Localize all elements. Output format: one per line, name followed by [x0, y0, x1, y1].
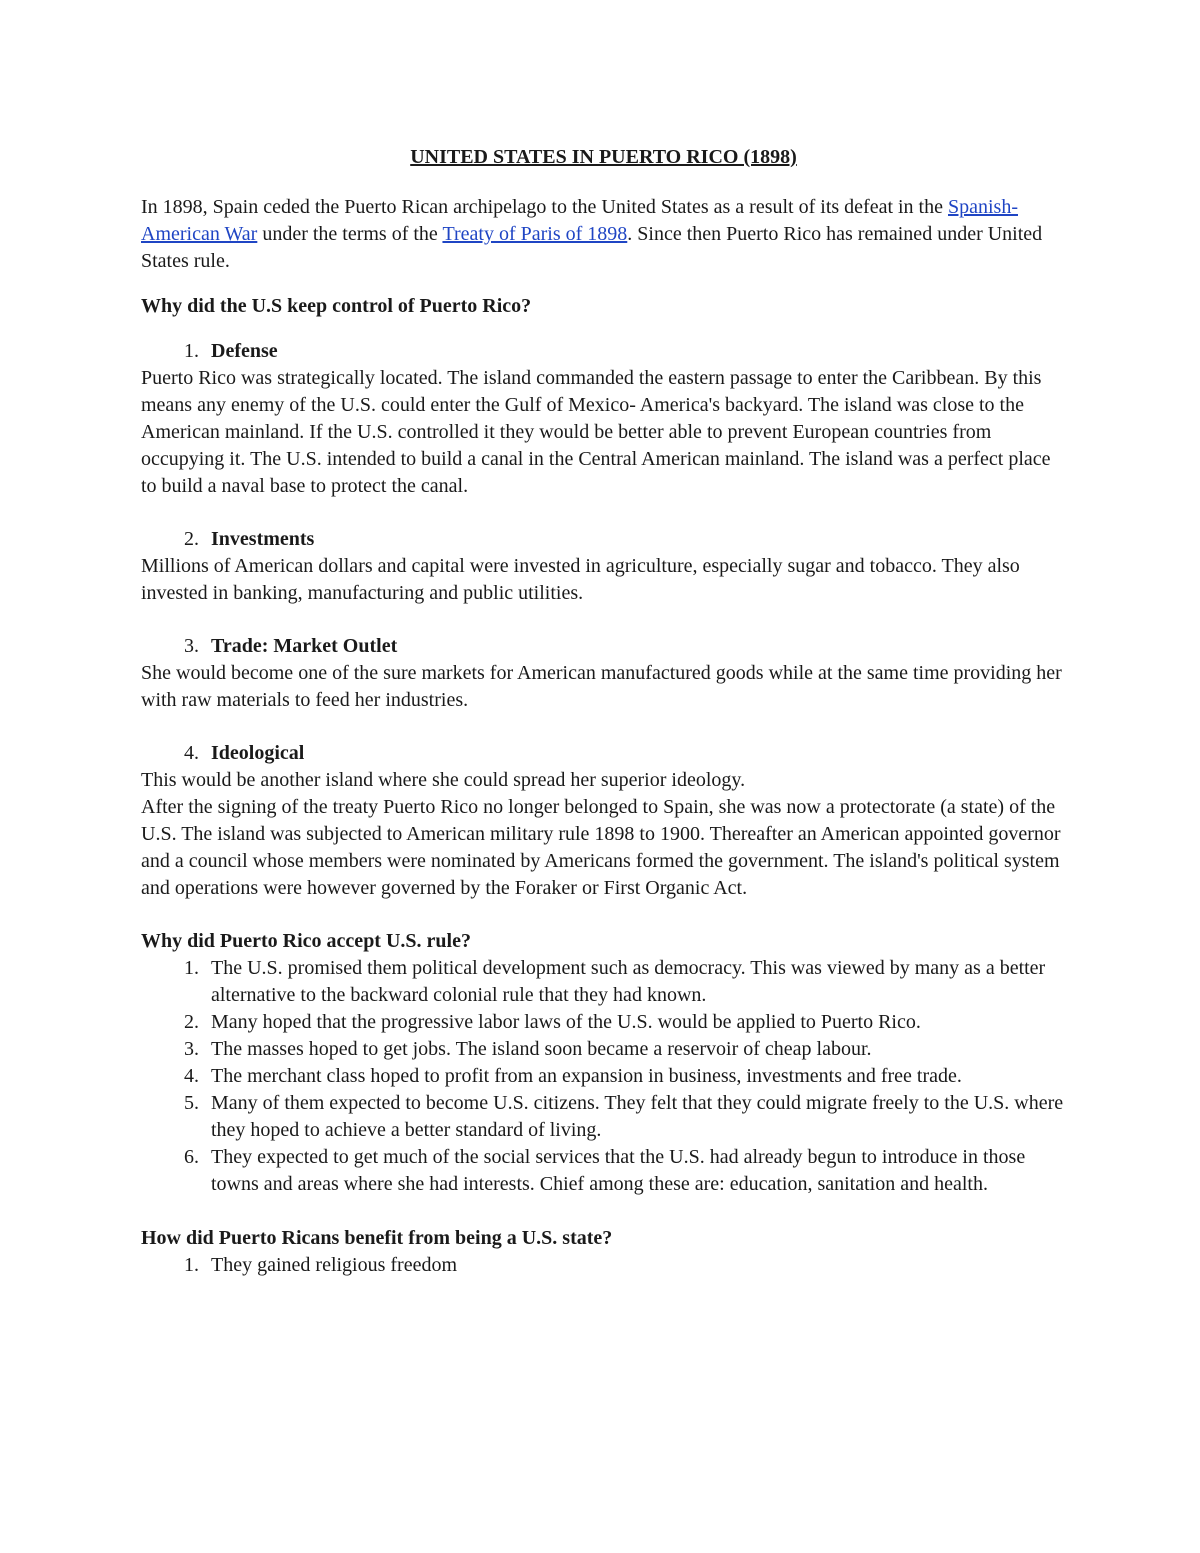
list-item: 1. The U.S. promised them political development such as democracy. This was viewed by many as a better alternative to the backward colonial rule that they had known. — [184, 957, 1046, 1006]
reason-section-defense — [141, 338, 1066, 500]
question-heading-1: Why did the U.S keep control of Puerto Rico? — [141, 295, 532, 317]
reason-section-ideological — [141, 740, 1066, 902]
list-item: 6. They expected to get much of the social services that the U.S. had already begun to introduce in those towns and areas where she had interests. Chief among these are: education, sanitation and health. — [184, 1146, 1026, 1195]
intro-text-1: In 1898, Spain ceded the Puerto Rican archipelago to the United States as a result of its defeat in the — [141, 196, 948, 218]
section-number: 4. — [184, 742, 199, 764]
section-body: Millions of American dollars and capital were invested in agriculture, especially sugar and tobacco. They also invested in banking, manufacturing and public utilities. — [141, 555, 1020, 604]
document-title: UNITED STATES IN PUERTO RICO (1898) — [410, 146, 797, 168]
list-item: 2. Many hoped that the progressive labor laws of the U.S. would be applied to Puerto Rico. — [184, 1011, 921, 1033]
section-number: 1. — [184, 340, 199, 362]
intro-text-3: . Since then Puerto Rico has remained under United States rule. — [141, 223, 1043, 272]
spanish-american-war-link[interactable]: Spanish-American War — [141, 196, 1018, 245]
list-item: 4. The merchant class hoped to profit from an expansion in business, investments and free trade. — [184, 1065, 962, 1087]
reason-section-trade — [141, 633, 1066, 714]
accept-rule-list — [141, 955, 1066, 1198]
section-title: Ideological — [211, 742, 305, 764]
list-item: 3. The masses hoped to get jobs. The island soon became a reservoir of cheap labour. — [184, 1038, 872, 1060]
section-body: This would be another island where she could spread her superior ideology. — [141, 769, 746, 791]
section-number: 3. — [184, 635, 199, 657]
after-treaty-paragraph: After the signing of the treaty Puerto Rico no longer belonged to Spain, she was now a protectorate (a state) of the U.S. The island was subjected to American military rule 1898 to 1900. Thereafter an American appointed governor and a council whose members were nominated by Americans formed the government. The island's political system and operations were however governed by the Foraker or First Organic Act. — [141, 796, 1061, 899]
question-heading-2: Why did Puerto Rico accept U.S. rule? — [141, 930, 471, 952]
section-number: 2. — [184, 528, 199, 550]
document-content — [141, 140, 1066, 1306]
section-title: Trade: Market Outlet — [211, 635, 398, 657]
intro-text-2: under the terms of the — [257, 223, 443, 245]
benefits-list — [141, 1252, 1066, 1279]
section-title: Investments — [211, 528, 315, 550]
reason-section-investments — [141, 526, 1066, 607]
list-item: 5. Many of them expected to become U.S. citizens. They felt that they could migrate freely to the U.S. where they hoped to achieve a better standard of living. — [184, 1092, 1064, 1141]
treaty-of-paris-link[interactable]: Treaty of Paris of 1898 — [442, 223, 628, 245]
question-heading-3: How did Puerto Ricans benefit from being a U.S. state? — [141, 1227, 613, 1249]
list-item: 1. They gained religious freedom — [184, 1254, 458, 1276]
section-body: Puerto Rico was strategically located. The island commanded the eastern passage to enter the Caribbean. By this means any enemy of the U.S. could enter the Gulf of Mexico- America's backyard. The island was close to the American mainland. If the U.S. controlled it they would be better able to prevent European countries from occupying it. The U.S. intended to build a canal in the Central American mainland. The island was a perfect place to build a naval base to protect the canal. — [141, 367, 1051, 497]
intro-paragraph — [141, 194, 1066, 275]
section-body: She would become one of the sure markets for American manufactured goods while at the same time providing her with raw materials to feed her industries. — [141, 662, 1062, 711]
section-title: Defense — [211, 340, 278, 362]
